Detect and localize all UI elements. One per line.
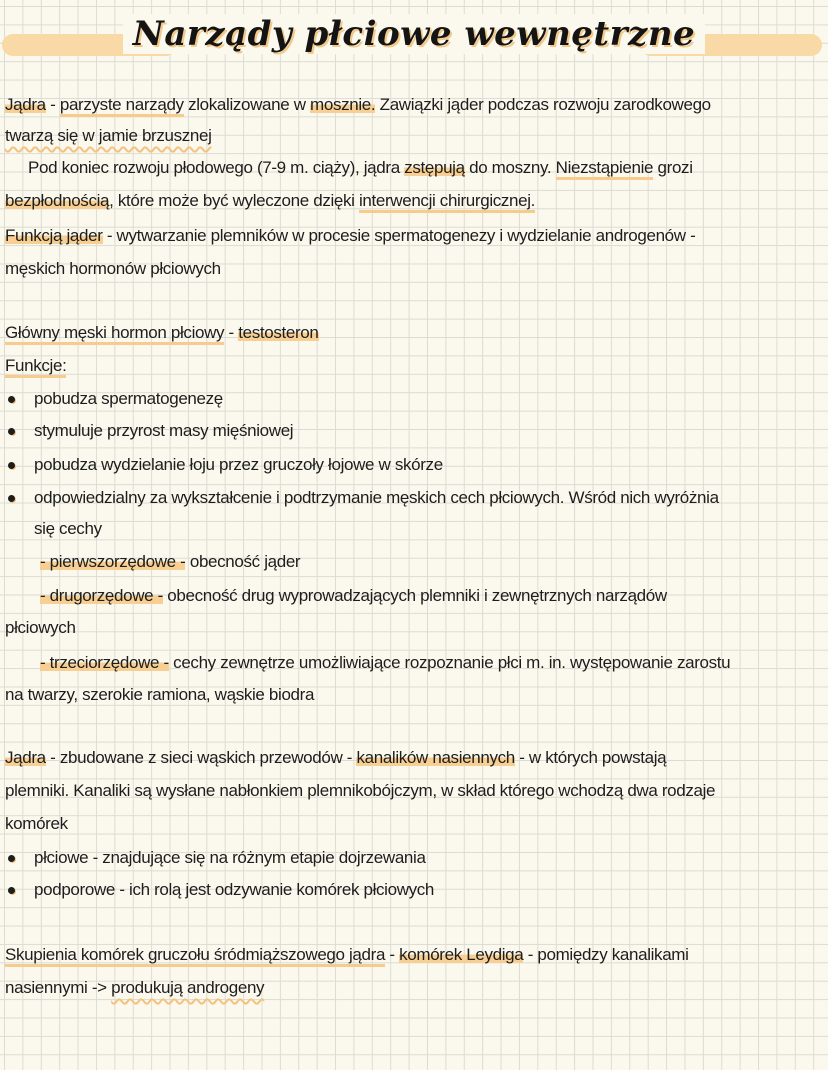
text-segment: - pomiędzy kanalikami: [523, 945, 689, 964]
text-segment: -: [224, 323, 239, 342]
text-segment: podporowe - ich rolą jest odzywanie komórek płciowych: [34, 880, 435, 899]
emphasis-wavy: produkują androgeny: [111, 978, 265, 997]
emphasis-underline: parzyste narządy: [60, 95, 184, 117]
bullet-icon: [8, 462, 15, 469]
bullet-icon: [8, 396, 15, 403]
emphasis-underline: interwencji chirurgicznej.: [359, 191, 535, 213]
bullet-icon: [8, 887, 15, 894]
page-title: [0, 14, 828, 54]
emphasis-highlight: Funkcją jąder: [5, 226, 103, 245]
emphasis-underline: Funkcje:: [5, 356, 66, 378]
emphasis-wavy: twarzą się w jamie brzusznej: [5, 126, 212, 145]
text-segment: pobudza wydzielanie łoju przez gruczoły łojowe w skórze: [34, 455, 443, 474]
emphasis-highlight: - pierwszorzędowe -: [40, 552, 186, 571]
list-item: [34, 487, 719, 509]
text-segment: męskich hormonów płciowych: [5, 259, 221, 278]
text-segment: się cechy: [34, 519, 102, 538]
text-segment: plemniki. Kanaliki są wysłane nabłonkiem plemnikobójczym, w skład którego wchodzą dwa rodzaje: [5, 781, 716, 800]
text-segment: na twarzy, szerokie ramiona, wąskie biodra: [5, 685, 315, 704]
text-line: [5, 684, 314, 706]
text-line: [5, 780, 715, 802]
text-segment: stymuluje przyrost masy mięśniowej: [34, 421, 294, 440]
text-segment: płciowych: [5, 618, 76, 637]
text-line: [5, 258, 221, 280]
emphasis-underline: Niezstąpienie: [556, 158, 654, 180]
text-line: [5, 125, 212, 147]
text-line: [34, 518, 102, 540]
text-segment: zlokalizowane w: [183, 95, 311, 114]
text-line: [5, 94, 711, 116]
text-line: [5, 617, 76, 639]
text-segment: - w których powstają: [514, 748, 667, 767]
emphasis-underline: Główny męski hormon płciowy: [5, 323, 224, 345]
text-segment: obecność jąder: [185, 552, 301, 571]
emphasis-highlight: bezpłodnością: [5, 191, 110, 210]
emphasis-highlight: - trzeciorzędowe -: [40, 653, 169, 672]
text-segment: cechy zewnętrze umożliwiające rozpoznanie płci m. in. występowanie zarostu: [168, 653, 731, 672]
text-line: [28, 157, 693, 179]
text-line: [5, 944, 689, 966]
emphasis-highlight: Jądra: [5, 748, 46, 767]
list-item: [34, 454, 443, 476]
text-line: [5, 355, 66, 377]
text-segment: komórek: [5, 814, 68, 833]
emphasis-highlight: komórek Leydiga: [399, 945, 524, 964]
text-line: [40, 652, 730, 674]
text-segment: , które może być wyleczone dzięki: [109, 191, 359, 210]
text-line: [5, 225, 695, 247]
text-segment: grozi: [653, 158, 693, 177]
text-line: [5, 322, 319, 344]
text-segment: obecność drug wyprowadzających plemniki i zewnętrznych narządów: [162, 586, 667, 605]
text-segment: pobudza spermatogenezę: [34, 389, 223, 408]
bullet-icon: [8, 855, 15, 862]
text-segment: -: [385, 945, 400, 964]
emphasis-highlight: Jądra: [5, 95, 46, 114]
text-segment: Zawiązki jąder podczas rozwoju zarodkowego: [375, 95, 711, 114]
text-line: [5, 747, 666, 769]
emphasis-highlight: - drugorzędowe -: [40, 586, 163, 605]
emphasis-highlight: mosznie.: [310, 95, 376, 114]
emphasis-underline: Skupienia komórek gruczołu śródmiąższowego jądra: [5, 945, 385, 967]
text-segment: - wytwarzanie plemników w procesie spermatogenezy i wydzielanie androgenów -: [102, 226, 696, 245]
emphasis-highlight: testosteron: [238, 323, 319, 342]
text-segment: do moszny.: [464, 158, 556, 177]
text-segment: nasiennymi ->: [5, 978, 112, 997]
emphasis-highlight: zstępują: [404, 158, 465, 177]
text-line: [5, 813, 68, 835]
list-item: [34, 388, 223, 410]
text-line: [40, 551, 300, 573]
emphasis-highlight: kanalików nasiennych: [356, 748, 515, 767]
list-item: [34, 420, 293, 442]
text-segment: -: [45, 95, 60, 114]
list-item: [34, 847, 426, 869]
text-line: [5, 190, 535, 212]
text-segment: - zbudowane z sieci wąskich przewodów -: [45, 748, 357, 767]
text-segment: Pod koniec rozwoju płodowego (7-9 m. ciąży), jądra: [28, 158, 405, 177]
text-segment: odpowiedzialny za wykształcenie i podtrzymanie męskich cech płciowych. Wśród nich wyróżnia: [34, 488, 719, 507]
text-line: [40, 585, 667, 607]
text-line: [5, 977, 264, 999]
bullet-icon: [8, 495, 15, 502]
text-segment: płciowe - znajdujące się na różnym etapie dojrzewania: [34, 848, 426, 867]
list-item: [34, 879, 434, 901]
page-title-text: Narządy płciowe wewnętrzne: [123, 14, 705, 54]
bullet-icon: [8, 428, 15, 435]
